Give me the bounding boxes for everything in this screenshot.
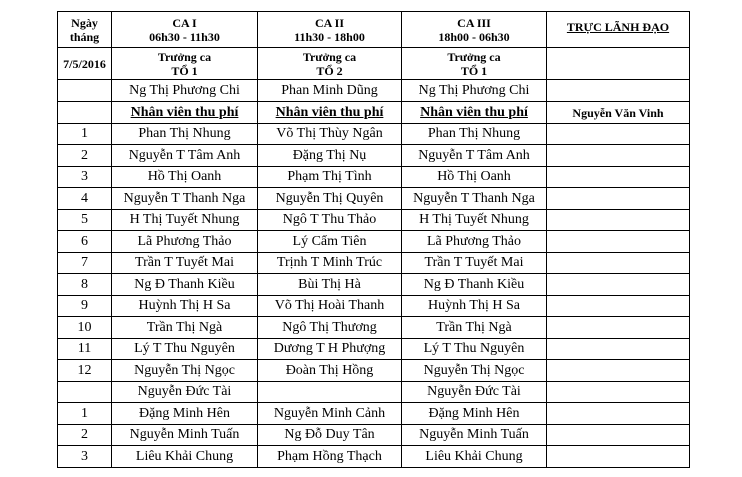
shift3-staff: Hồ Thị Oanh <box>402 167 547 188</box>
shift2-staff: Ng Đỗ Duy Tân <box>258 425 402 446</box>
date-column-header: Ngày tháng <box>58 12 112 48</box>
table-row <box>58 339 690 360</box>
shift1-staff: H Thị Tuyết Nhung <box>112 210 258 231</box>
row-number: 5 <box>58 210 112 231</box>
row-number: 1 <box>58 403 112 425</box>
row-number: 12 <box>58 360 112 382</box>
date-cell: 7/5/2016 <box>58 48 112 80</box>
row-number: 4 <box>58 188 112 210</box>
leader-empty-cell <box>547 48 690 80</box>
chief-row <box>58 80 690 102</box>
table-row <box>58 274 690 296</box>
staff-header-row <box>58 102 690 124</box>
shift1-staff-header: Nhân viên thu phí <box>112 102 258 124</box>
shift3-chief: Ng Thị Phương Chi <box>402 80 547 102</box>
row-number: 8 <box>58 274 112 296</box>
shift3-team: Trưởng ca TỔ 1 <box>402 48 547 80</box>
table-row <box>58 231 690 253</box>
leader-empty-cell <box>547 188 690 210</box>
row-number: 3 <box>58 167 112 188</box>
leader-empty-cell <box>547 446 690 468</box>
schedule-table <box>57 11 690 468</box>
table-row <box>58 210 690 231</box>
table-row <box>58 446 690 468</box>
table-row <box>58 360 690 382</box>
empty-cell <box>58 80 112 102</box>
leader-empty-cell <box>547 145 690 167</box>
shift1-staff: Trần T Tuyết Mai <box>112 253 258 274</box>
shift3-staff: Nguyễn Đức Tài <box>402 382 547 403</box>
leader-empty-cell <box>547 253 690 274</box>
shift3-header: CA III 18h00 - 06h30 <box>402 12 547 48</box>
table-row <box>58 317 690 339</box>
table-row <box>58 403 690 425</box>
row-number: 9 <box>58 296 112 317</box>
table-row <box>58 167 690 188</box>
shift3-staff: Lý T Thu Nguyên <box>402 339 547 360</box>
shift2-staff: Phạm Thị Tình <box>258 167 402 188</box>
shift1-team: Trưởng ca TỔ 1 <box>112 48 258 80</box>
leader-empty-cell <box>547 382 690 403</box>
leader-empty-cell <box>547 210 690 231</box>
shift3-staff: Nguyễn T Tâm Anh <box>402 145 547 167</box>
shift2-staff: Ngô T Thu Thảo <box>258 210 402 231</box>
shift3-staff: Trần Thị Ngà <box>402 317 547 339</box>
shift3-staff: Nguyễn Minh Tuấn <box>402 425 547 446</box>
row-number: 3 <box>58 446 112 468</box>
leader-empty-cell <box>547 339 690 360</box>
shift1-staff: Liêu Khải Chung <box>112 446 258 468</box>
leader-header: TRỰC LÃNH ĐẠO <box>547 12 690 48</box>
shift2-staff: Trịnh T Minh Trúc <box>258 253 402 274</box>
leader-empty-cell <box>547 296 690 317</box>
shift2-staff: Dương T H Phượng <box>258 339 402 360</box>
leader-empty-cell <box>547 124 690 145</box>
leader-empty-cell <box>547 274 690 296</box>
shift2-team: Trưởng ca TỔ 2 <box>258 48 402 80</box>
shift1-staff: Nguyễn Đức Tài <box>112 382 258 403</box>
shift2-staff: Đoàn Thị Hồng <box>258 360 402 382</box>
row-number: 2 <box>58 425 112 446</box>
shift1-staff: Nguyễn Thị Ngọc <box>112 360 258 382</box>
leader-empty-cell <box>547 403 690 425</box>
shift2-chief: Phan Minh Dũng <box>258 80 402 102</box>
row-number: 6 <box>58 231 112 253</box>
shift1-staff: Nguyễn T Thanh Nga <box>112 188 258 210</box>
shift2-staff: Đặng Thị Nụ <box>258 145 402 167</box>
row-number: 1 <box>58 124 112 145</box>
shift1-staff: Trần Thị Ngà <box>112 317 258 339</box>
header-row <box>58 12 690 48</box>
shift3-staff: H Thị Tuyết Nhung <box>402 210 547 231</box>
shift3-staff: Nguyễn Thị Ngọc <box>402 360 547 382</box>
shift3-staff: Liêu Khải Chung <box>402 446 547 468</box>
shift2-staff: Nguyễn Thị Quyên <box>258 188 402 210</box>
shift3-staff: Trần T Tuyết Mai <box>402 253 547 274</box>
shift2-staff: Bùi Thị Hà <box>258 274 402 296</box>
row-number <box>58 382 112 403</box>
table-row <box>58 145 690 167</box>
shift2-staff: Phạm Hồng Thạch <box>258 446 402 468</box>
leader-empty-cell <box>547 317 690 339</box>
shift1-staff: Huỳnh Thị H Sa <box>112 296 258 317</box>
shift1-header: CA I 06h30 - 11h30 <box>112 12 258 48</box>
shift3-staff-header: Nhân viên thu phí <box>402 102 547 124</box>
shift2-staff-header: Nhân viên thu phí <box>258 102 402 124</box>
shift1-staff: Phan Thị Nhung <box>112 124 258 145</box>
shift2-staff: Võ Thị Thùy Ngân <box>258 124 402 145</box>
shift2-staff: Võ Thị Hoài Thanh <box>258 296 402 317</box>
team-row <box>58 48 690 80</box>
shift3-staff: Huỳnh Thị H Sa <box>402 296 547 317</box>
shift2-staff <box>258 382 402 403</box>
table-row <box>58 253 690 274</box>
shift1-staff: Nguyễn Minh Tuấn <box>112 425 258 446</box>
shift3-staff: Đặng Minh Hên <box>402 403 547 425</box>
leader-empty-cell <box>547 425 690 446</box>
shift1-staff: Nguyễn T Tâm Anh <box>112 145 258 167</box>
shift1-staff: Lã Phương Thảo <box>112 231 258 253</box>
table-row <box>58 296 690 317</box>
shift1-staff: Lý T Thu Nguyên <box>112 339 258 360</box>
row-number: 10 <box>58 317 112 339</box>
shift2-header: CA II 11h30 - 18h00 <box>258 12 402 48</box>
shift1-chief: Ng Thị Phương Chi <box>112 80 258 102</box>
shift3-staff: Ng Đ Thanh Kiều <box>402 274 547 296</box>
leader-empty-cell <box>547 231 690 253</box>
shift3-staff: Nguyễn T Thanh Nga <box>402 188 547 210</box>
shift3-staff: Lã Phương Thảo <box>402 231 547 253</box>
row-number: 11 <box>58 339 112 360</box>
leader-empty-cell <box>547 360 690 382</box>
leader-empty-cell <box>547 80 690 102</box>
row-number: 2 <box>58 145 112 167</box>
leader-empty-cell <box>547 167 690 188</box>
table-row <box>58 124 690 145</box>
table-row <box>58 188 690 210</box>
shift1-staff: Đặng Minh Hên <box>112 403 258 425</box>
empty-cell <box>58 102 112 124</box>
table-row <box>58 425 690 446</box>
shift2-staff: Lý Cẩm Tiên <box>258 231 402 253</box>
shift1-staff: Ng Đ Thanh Kiều <box>112 274 258 296</box>
table-row <box>58 382 690 403</box>
shift1-staff: Hồ Thị Oanh <box>112 167 258 188</box>
leader-name: Nguyễn Văn Vinh <box>547 102 690 124</box>
shift3-staff: Phan Thị Nhung <box>402 124 547 145</box>
row-number: 7 <box>58 253 112 274</box>
shift2-staff: Ngô Thị Thương <box>258 317 402 339</box>
shift2-staff: Nguyễn Minh Cảnh <box>258 403 402 425</box>
